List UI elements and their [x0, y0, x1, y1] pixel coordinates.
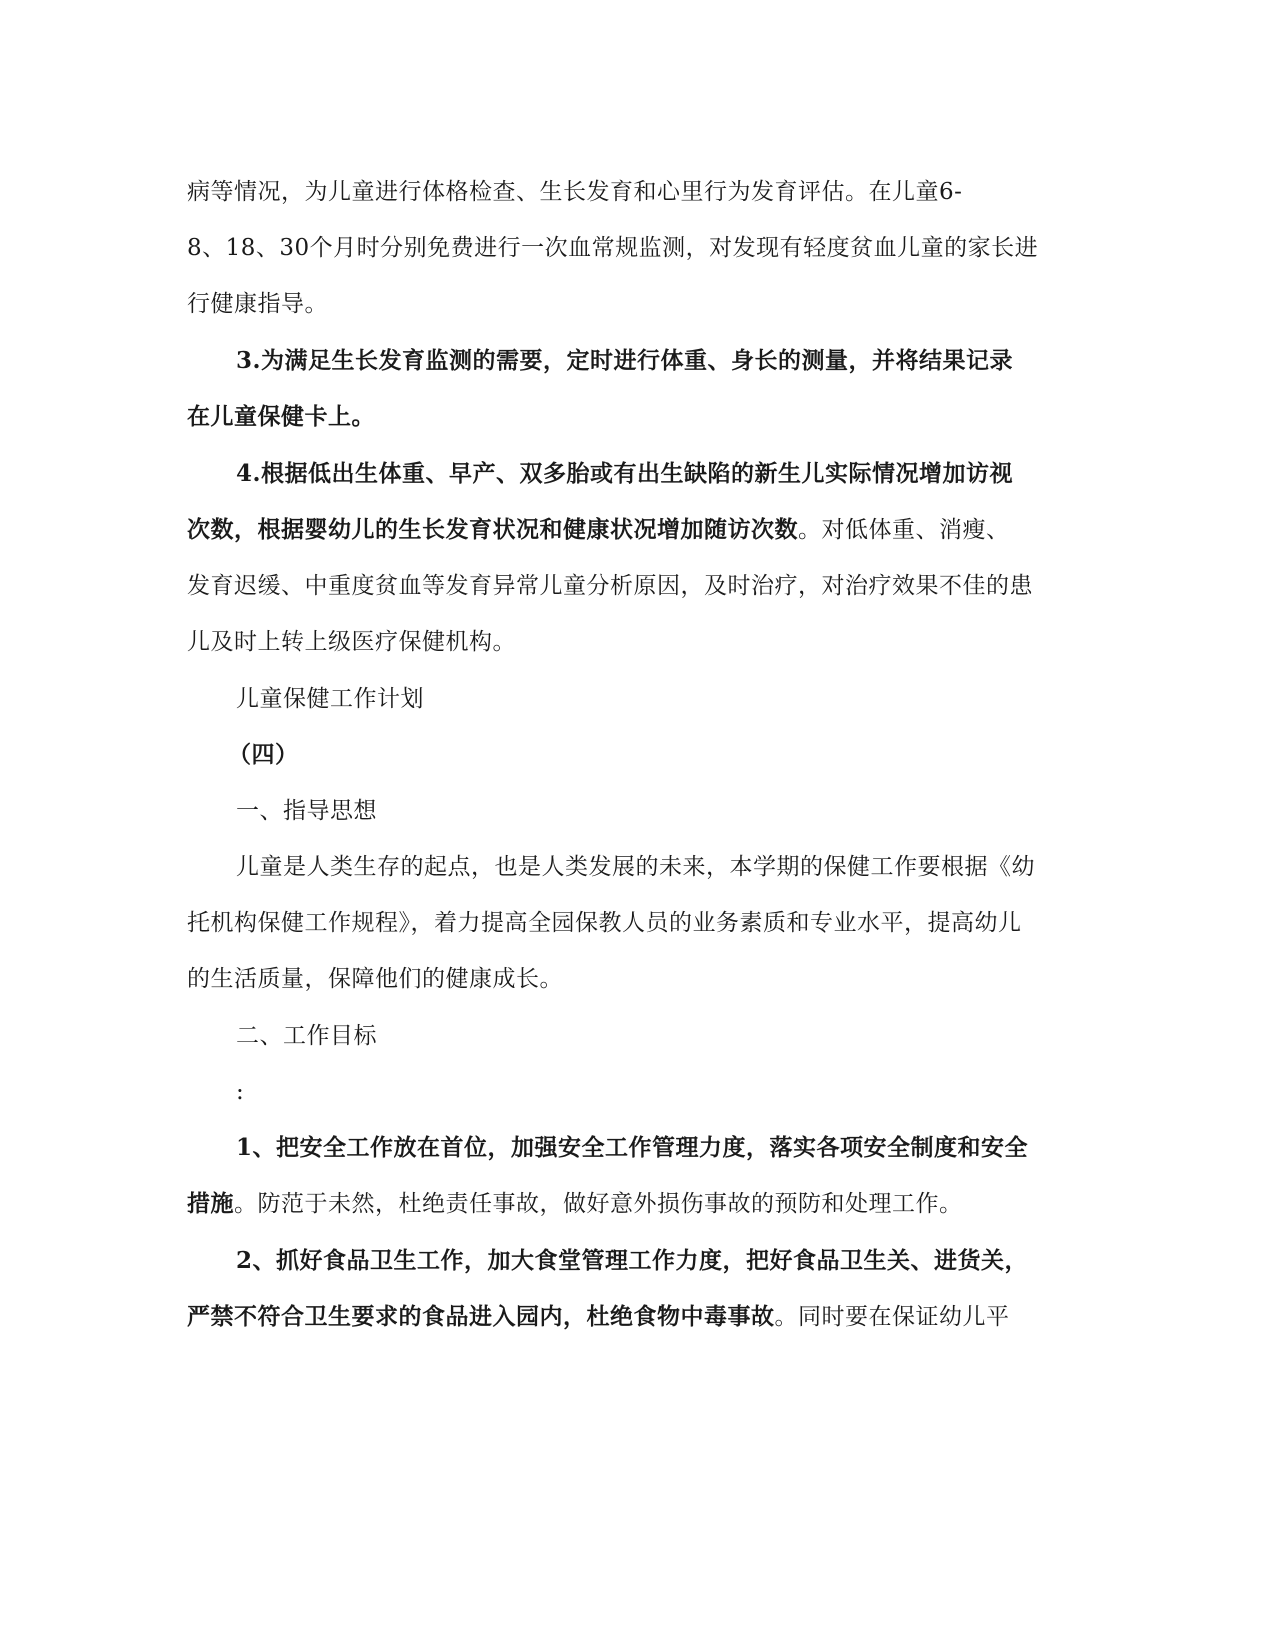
paragraph-line — [187, 177, 962, 207]
text-segment: : — [236, 1079, 245, 1105]
text-segment: 一、指导思想 — [236, 798, 377, 824]
bold-text-segment: 1、把安全工作放在首位，加强安全工作管理力度，落实各项安全制度和安全 — [236, 1134, 1029, 1161]
paragraph-line — [236, 1133, 1028, 1163]
text-segment: 的生活质量，保障他们的健康成长。 — [187, 966, 563, 992]
text-segment: 病等情况，为儿童进行体格检查、生长发育和心里行为发育评估。在儿童6- — [187, 179, 963, 205]
paragraph-line — [187, 964, 563, 994]
paragraph-line — [187, 1302, 1010, 1332]
section-number — [228, 740, 299, 770]
text-segment: 二、工作目标 — [236, 1023, 377, 1049]
bold-text-segment: 严禁不符合卫生要求的食品进入园内，杜绝食物中毒事故 — [187, 1303, 775, 1330]
paragraph-line — [187, 233, 1038, 263]
bold-text-segment: 次数，根据婴幼儿的生长发育状况和健康状况增加随访次数 — [187, 516, 798, 543]
section-title — [236, 684, 424, 714]
section-heading — [236, 796, 377, 826]
text-segment: 托机构保健工作规程》，着力提高全园保教人员的业务素质和专业水平，提高幼儿 — [187, 910, 1022, 936]
bold-text-segment: 3.为满足生长发育监测的需要，定时进行体重、身长的测量，并将结果记录 — [236, 347, 1014, 374]
paragraph-line — [236, 1246, 1028, 1276]
paragraph-line — [187, 402, 375, 432]
paragraph-line — [236, 1077, 244, 1107]
paragraph-line — [187, 908, 1022, 938]
bold-text-segment: 2、抓好食品卫生工作，加大食堂管理工作力度，把好食品卫生关、进货关， — [236, 1247, 1029, 1274]
paragraph-line — [187, 627, 516, 657]
bold-text-segment: 措施 — [187, 1190, 234, 1217]
paragraph-line — [187, 571, 1033, 601]
text-segment: 。对低体重、消瘦、 — [798, 517, 1010, 543]
text-segment: 儿及时上转上级医疗保健机构。 — [187, 629, 516, 655]
text-segment: 儿童保健工作计划 — [236, 686, 424, 712]
paragraph-line — [236, 459, 1013, 489]
text-segment: 行健康指导。 — [187, 291, 328, 317]
bold-text-segment: 4.根据低出生体重、早产、双多胎或有出生缺陷的新生儿实际情况增加访视 — [236, 460, 1014, 487]
bold-text-segment: 在儿童保健卡上。 — [187, 403, 375, 430]
text-segment: 8、18、30个月时分别免费进行一次血常规监测，对发现有轻度贫血儿童的家长进 — [187, 235, 1039, 261]
text-segment: 。防范于未然，杜绝责任事故，做好意外损伤事故的预防和处理工作。 — [234, 1191, 963, 1217]
paragraph-line — [187, 289, 328, 319]
paragraph-line — [187, 515, 1010, 545]
text-segment: 儿童是人类生存的起点，也是人类发展的未来，本学期的保健工作要根据《幼 — [236, 854, 1035, 880]
text-segment: 。同时要在保证幼儿平 — [774, 1304, 1010, 1330]
section-heading — [236, 1021, 377, 1051]
paragraph-line — [187, 1189, 963, 1219]
text-segment: 发育迟缓、中重度贫血等发育异常儿童分析原因，及时治疗，对治疗效果不佳的患 — [187, 573, 1033, 599]
paragraph-line — [236, 852, 1035, 882]
paragraph-line — [236, 346, 1013, 376]
bold-text-segment: （四） — [228, 741, 299, 768]
